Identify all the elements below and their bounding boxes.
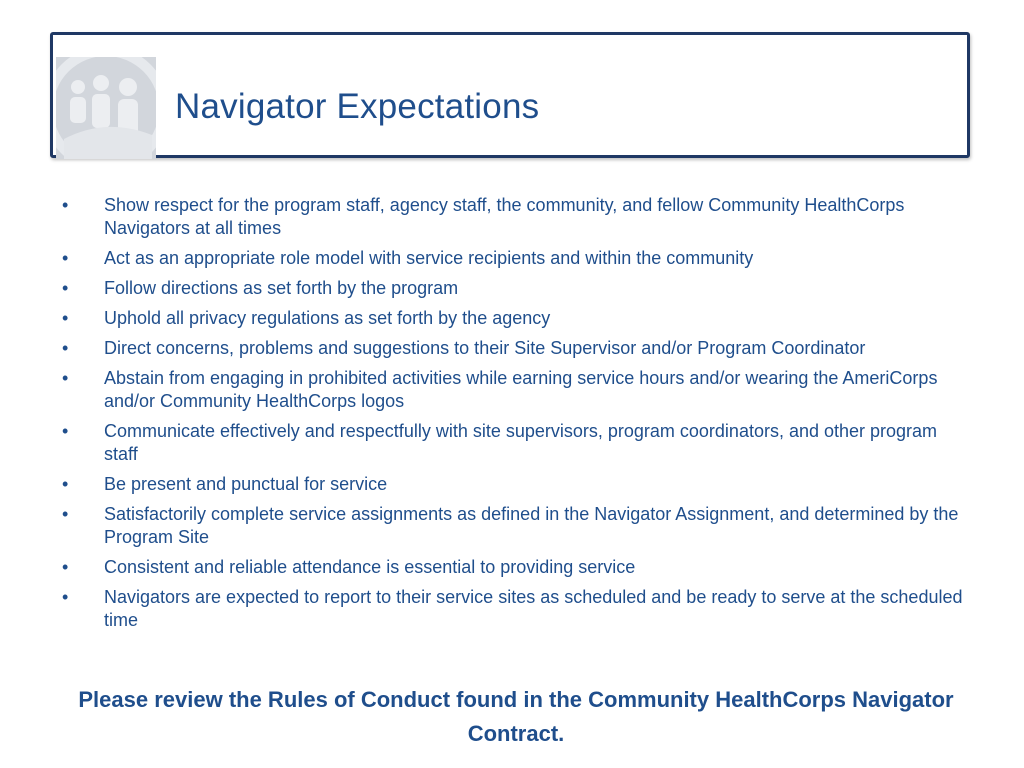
- title-box: [50, 32, 970, 158]
- people-logo-icon: [56, 57, 156, 159]
- bullet-dot: •: [62, 278, 69, 298]
- bullet-dot: •: [62, 248, 69, 268]
- bullet-item: [62, 367, 967, 413]
- bullet-dot: •: [62, 557, 69, 577]
- logo-graphic: [56, 57, 156, 159]
- bullet-text: Satisfactorily complete service assignments as defined in the Navigator Assignment, and determined by the Program Site: [104, 504, 959, 547]
- bullet-text: Be present and punctual for service: [104, 474, 388, 494]
- bullet-text: Direct concerns, problems and suggestions to their Site Supervisor and/or Program Coordinator: [104, 338, 866, 358]
- bullet-text: Communicate effectively and respectfully with site supervisors, program coordinators, and other program staff: [104, 421, 938, 464]
- bullet-item: [62, 473, 967, 496]
- bullet-text: Follow directions as set forth by the program: [104, 278, 459, 298]
- bullet-dot: •: [62, 368, 69, 388]
- bullet-text: Navigators are expected to report to their service sites as scheduled and be ready to serve at the scheduled time: [104, 587, 963, 630]
- bullet-item: [62, 586, 967, 632]
- bullet-item: [62, 307, 967, 330]
- bullet-text: Show respect for the program staff, agency staff, the community, and fellow Community HealthCorps Navigators at all times: [104, 195, 905, 238]
- bullet-dot: •: [62, 587, 69, 607]
- bullet-list: [62, 194, 967, 639]
- bullet-text: Abstain from engaging in prohibited activities while earning service hours and/or wearing the AmeriCorps and/or Community HealthCorps logos: [104, 368, 938, 411]
- bullet-dot: •: [62, 421, 69, 441]
- bullet-item: [62, 337, 967, 360]
- bullet-dot: •: [62, 504, 69, 524]
- bullet-dot: •: [62, 474, 69, 494]
- bullet-text: Uphold all privacy regulations as set forth by the agency: [104, 308, 551, 328]
- bullet-item: [62, 247, 967, 270]
- bullet-item: [62, 420, 967, 466]
- bullet-dot: •: [62, 308, 69, 328]
- bullet-dot: •: [62, 338, 69, 358]
- slide-title: Navigator Expectations: [175, 87, 540, 126]
- bullet-text: Act as an appropriate role model with service recipients and within the community: [104, 248, 754, 268]
- bullet-item: [62, 556, 967, 579]
- bullet-item: [62, 194, 967, 240]
- bullet-dot: •: [62, 195, 69, 215]
- bullet-text: Consistent and reliable attendance is essential to providing service: [104, 557, 636, 577]
- rules-of-conduct-note: Please review the Rules of Conduct found in the Community HealthCorps Navigator Contract.: [78, 687, 954, 746]
- bullet-item: [62, 277, 967, 300]
- bullet-item: [62, 503, 967, 549]
